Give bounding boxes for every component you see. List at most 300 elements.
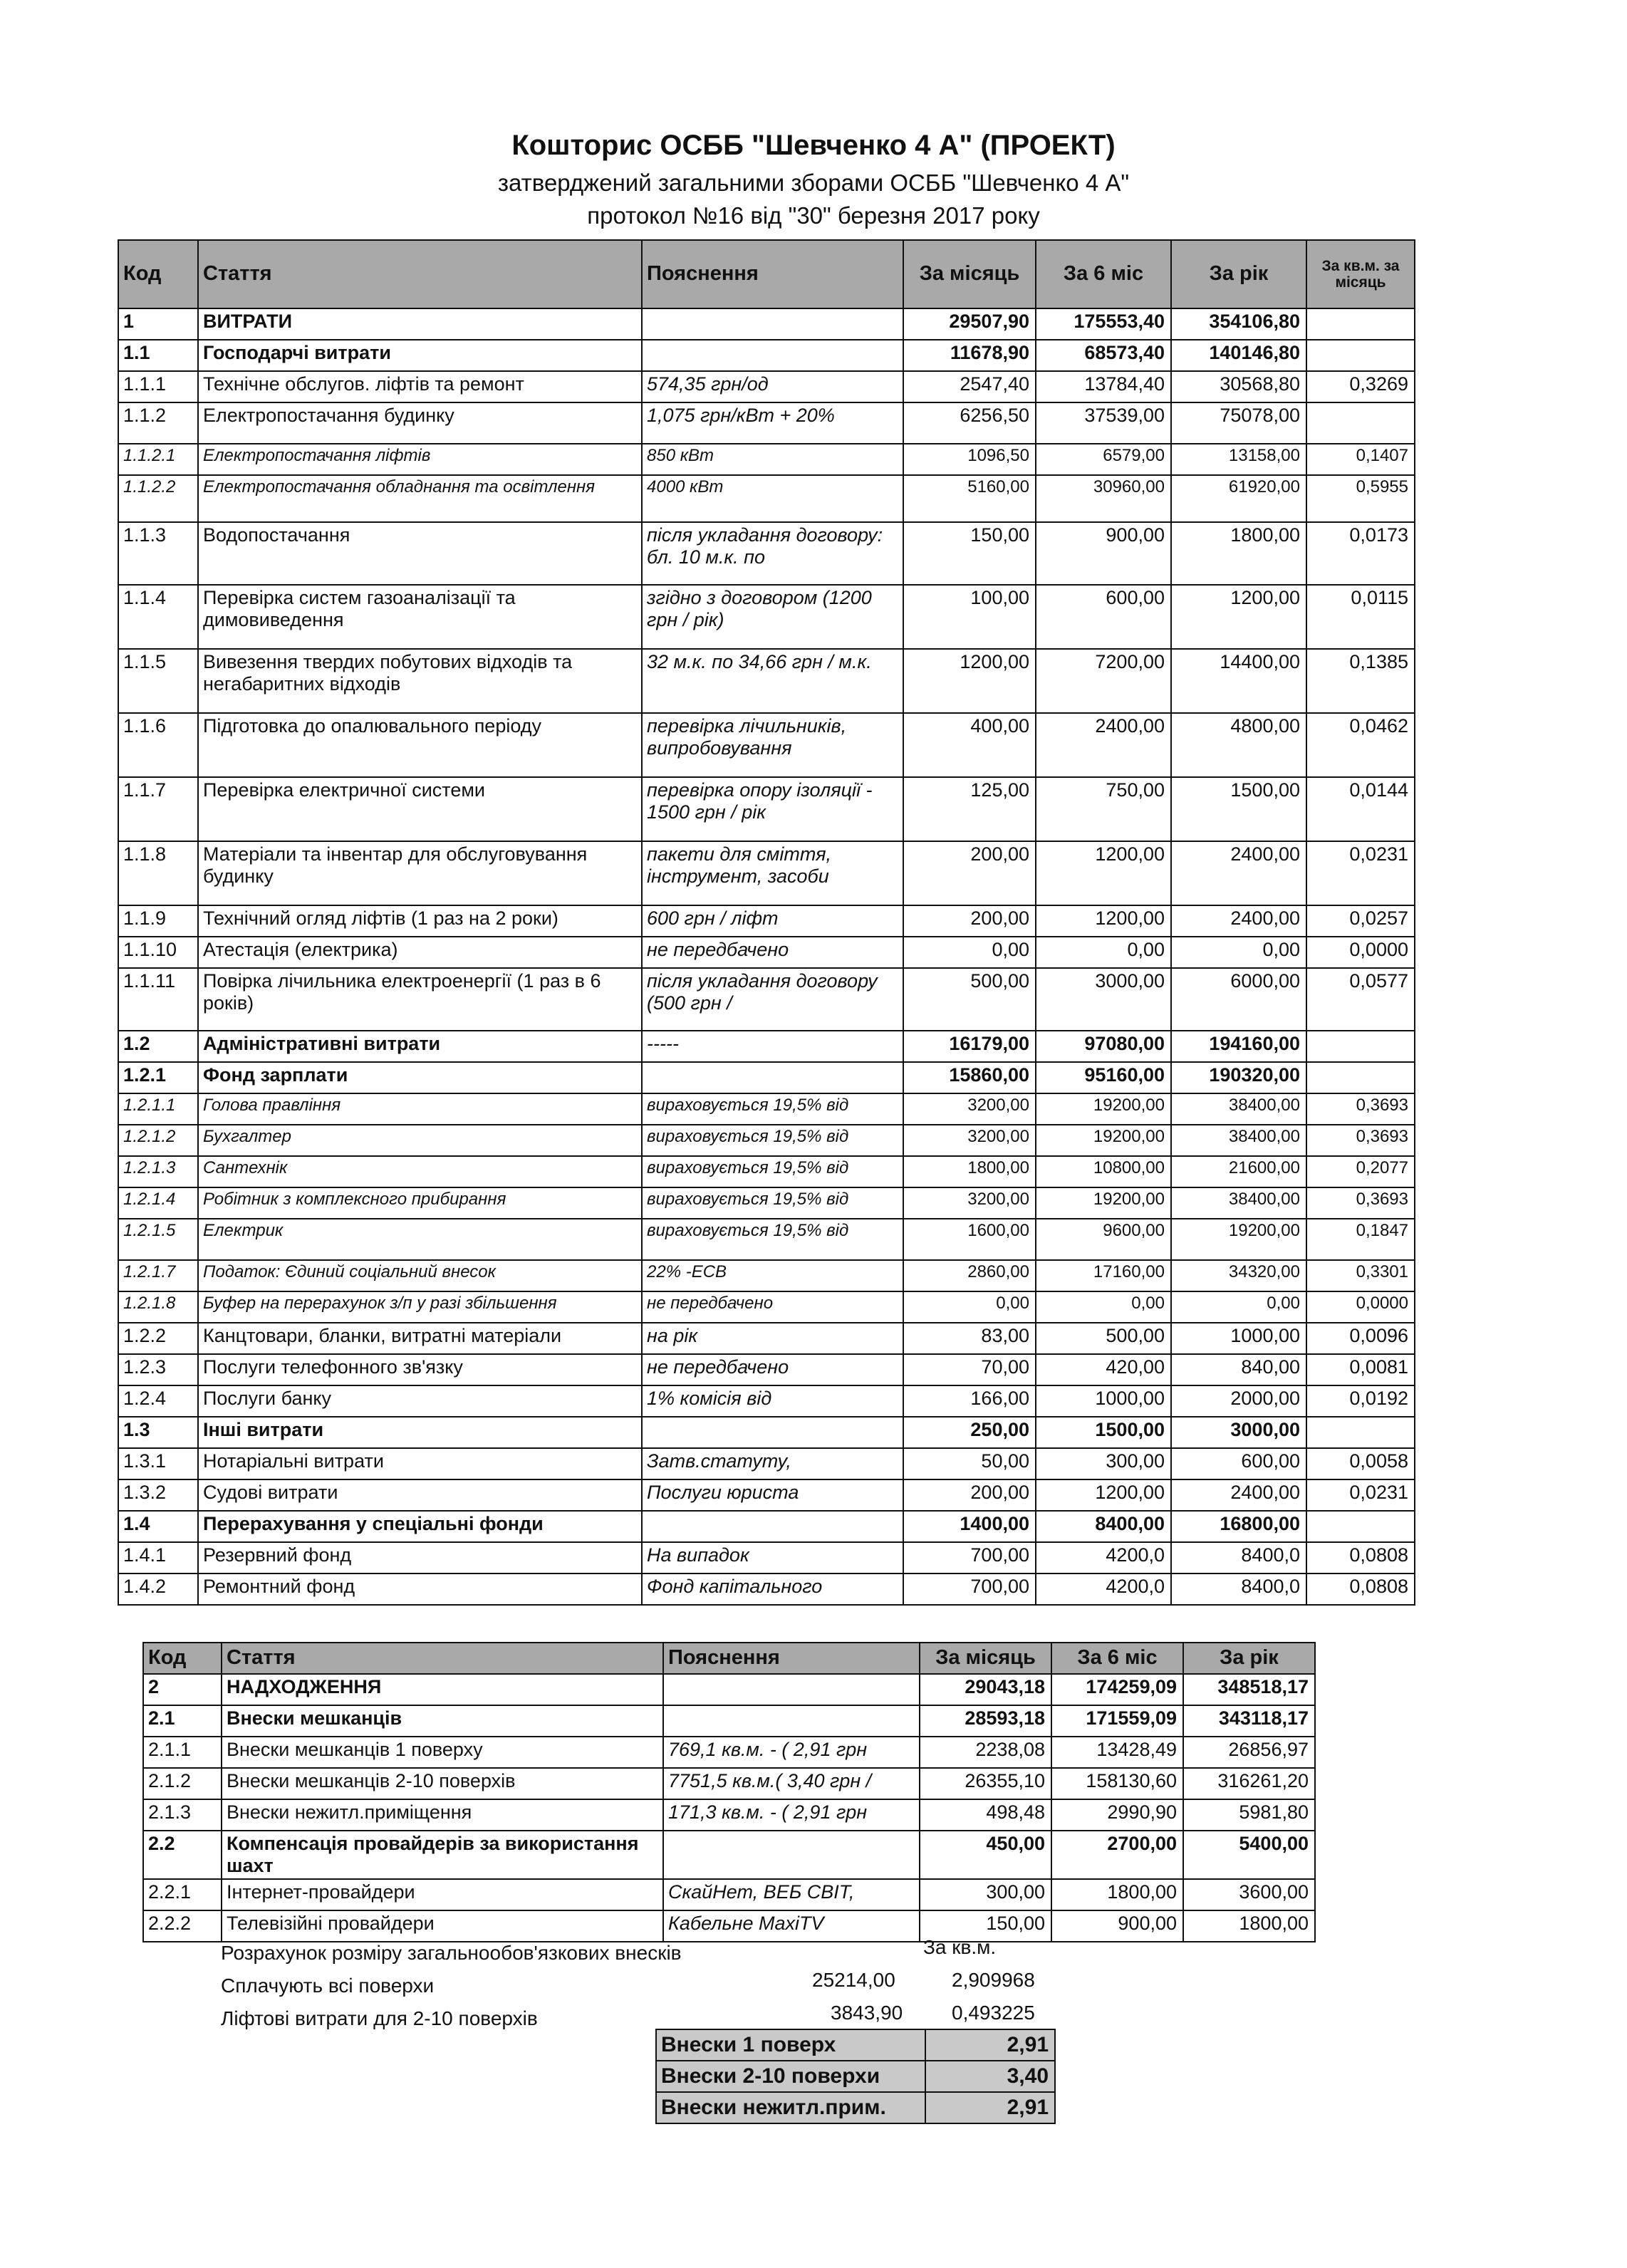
row-code: 1.2.2 bbox=[118, 1323, 198, 1354]
row-explanation: вираховується 19,5% від bbox=[642, 1156, 903, 1187]
row-year: 61920,00 bbox=[1171, 475, 1306, 522]
row-article: Голова правління bbox=[198, 1093, 642, 1125]
row-month: 1200,00 bbox=[903, 649, 1036, 713]
row-code: 2.2.1 bbox=[143, 1879, 222, 1910]
expenses-table bbox=[118, 239, 1415, 1606]
row-per-sqm: 0,3693 bbox=[1306, 1187, 1415, 1219]
expense-row bbox=[118, 649, 1415, 713]
row-month: 70,00 bbox=[903, 1354, 1036, 1385]
row-month: 700,00 bbox=[903, 1573, 1036, 1605]
row-year: 3000,00 bbox=[1171, 1417, 1306, 1448]
expense-row bbox=[118, 1448, 1415, 1479]
row-article: Компенсація провайдерів за використання шахт bbox=[222, 1831, 663, 1879]
row-per-sqm: 0,0808 bbox=[1306, 1542, 1415, 1573]
row-explanation: 850 кВт bbox=[642, 444, 903, 475]
row-year: 190320,00 bbox=[1171, 1062, 1306, 1093]
row-month: 1800,00 bbox=[903, 1156, 1036, 1187]
row-code: 2.1.2 bbox=[143, 1768, 222, 1799]
document-subtitle: затверджений загальними зборами ОСББ "Шевченко 4 А" bbox=[497, 170, 1130, 196]
row-code: 2.1.1 bbox=[143, 1737, 222, 1768]
row-explanation: вираховується 19,5% від bbox=[642, 1125, 903, 1156]
income-row bbox=[143, 1705, 1315, 1737]
row-code: 1.2.1.3 bbox=[118, 1156, 198, 1187]
row-six-months: 17160,00 bbox=[1036, 1260, 1171, 1291]
row-code: 1.2.1.7 bbox=[118, 1260, 198, 1291]
row-code: 1.1.10 bbox=[118, 937, 198, 968]
row-article: Послуги банку bbox=[198, 1385, 642, 1417]
expense-row bbox=[118, 1573, 1415, 1605]
row-year: 6000,00 bbox=[1171, 968, 1306, 1031]
row-explanation: 22% -ЕСВ bbox=[642, 1260, 903, 1291]
row-article: Водопостачання bbox=[198, 522, 642, 585]
row-explanation: не передбачено bbox=[642, 1354, 903, 1385]
row-six-months: 1200,00 bbox=[1036, 841, 1171, 905]
row-code: 1.1.7 bbox=[118, 777, 198, 841]
fee-label: Внески 2-10 поверхи bbox=[656, 2061, 925, 2092]
row-month: 700,00 bbox=[903, 1542, 1036, 1573]
row-per-sqm: 0,0173 bbox=[1306, 522, 1415, 585]
row-per-sqm: 0,0577 bbox=[1306, 968, 1415, 1031]
row-year: 4800,00 bbox=[1171, 713, 1306, 777]
row-code: 1.2.1.4 bbox=[118, 1187, 198, 1219]
row-explanation: 171,3 кв.м. - ( 2,91 грн bbox=[663, 1799, 920, 1831]
row-code: 1.2.1.5 bbox=[118, 1219, 198, 1260]
row-month: 0,00 bbox=[903, 937, 1036, 968]
expense-row bbox=[118, 713, 1415, 777]
row-article: Матеріали та інвентар для обслуговування будинку bbox=[198, 841, 642, 905]
expense-row bbox=[118, 1511, 1415, 1542]
row-month: 2860,00 bbox=[903, 1260, 1036, 1291]
expense-row bbox=[118, 585, 1415, 649]
row-month: 28593,18 bbox=[920, 1705, 1051, 1737]
row-per-sqm: 0,1407 bbox=[1306, 444, 1415, 475]
row-per-sqm: 0,0257 bbox=[1306, 905, 1415, 937]
row-article: Електропостачання ліфтів bbox=[198, 444, 642, 475]
row-year: 1000,00 bbox=[1171, 1323, 1306, 1354]
row-six-months: 19200,00 bbox=[1036, 1187, 1171, 1219]
row-article: Перерахування у спеціальні фонди bbox=[198, 1511, 642, 1542]
row-per-sqm: 0,3693 bbox=[1306, 1093, 1415, 1125]
header-article: Стаття bbox=[198, 240, 642, 308]
document-protocol: протокол №16 від "30" березня 2017 року bbox=[587, 202, 1040, 229]
row-explanation: 1,075 грн/кВт + 20% bbox=[642, 402, 903, 444]
row-code: 1.1.4 bbox=[118, 585, 198, 649]
row-code: 1.4.1 bbox=[118, 1542, 198, 1573]
income-row bbox=[143, 1674, 1315, 1705]
row-article: Підготовка до опалювального періоду bbox=[198, 713, 642, 777]
row-per-sqm: 0,1847 bbox=[1306, 1219, 1415, 1260]
row-year: 2400,00 bbox=[1171, 841, 1306, 905]
row-month: 0,00 bbox=[903, 1291, 1036, 1323]
row-article: Внески мешканців 1 поверху bbox=[222, 1737, 663, 1768]
row-code: 2 bbox=[143, 1674, 222, 1705]
row-year: 38400,00 bbox=[1171, 1125, 1306, 1156]
row-per-sqm: 0,0231 bbox=[1306, 1479, 1415, 1511]
expense-row bbox=[118, 777, 1415, 841]
row-month: 1400,00 bbox=[903, 1511, 1036, 1542]
row-month: 2547,40 bbox=[903, 371, 1036, 402]
row-month: 1600,00 bbox=[903, 1219, 1036, 1260]
row-code: 1.1.2.2 bbox=[118, 475, 198, 522]
expense-row bbox=[118, 841, 1415, 905]
calc-row2-label: Ліфтові витрати для 2-10 поверхів bbox=[221, 2007, 538, 2029]
row-month: 16179,00 bbox=[903, 1031, 1036, 1062]
expense-row bbox=[118, 1093, 1415, 1125]
fee-label: Внески 1 поверх bbox=[656, 2029, 925, 2061]
row-code: 1.1.9 bbox=[118, 905, 198, 937]
expense-row bbox=[118, 1260, 1415, 1291]
fee-value: 3,40 bbox=[925, 2061, 1055, 2092]
expense-row bbox=[118, 905, 1415, 937]
row-month: 11678,90 bbox=[903, 340, 1036, 371]
row-explanation: Послуги юриста bbox=[642, 1479, 903, 1511]
fee-label: Внески нежитл.прим. bbox=[656, 2092, 925, 2123]
row-six-months: 2400,00 bbox=[1036, 713, 1171, 777]
row-six-months: 0,00 bbox=[1036, 937, 1171, 968]
row-six-months: 500,00 bbox=[1036, 1323, 1171, 1354]
row-article: Перевірка електричної системи bbox=[198, 777, 642, 841]
row-explanation: ----- bbox=[642, 1031, 903, 1062]
expense-row bbox=[118, 968, 1415, 1031]
row-six-months: 4200,0 bbox=[1036, 1573, 1171, 1605]
row-article: Інтернет-провайдери bbox=[222, 1879, 663, 1910]
row-article: Технічний огляд ліфтів (1 раз на 2 роки) bbox=[198, 905, 642, 937]
row-year: 14400,00 bbox=[1171, 649, 1306, 713]
row-article: Телевізійні провайдери bbox=[222, 1910, 663, 1942]
row-month: 3200,00 bbox=[903, 1093, 1036, 1125]
row-six-months: 1200,00 bbox=[1036, 1479, 1171, 1511]
row-explanation: 7751,5 кв.м.( 3,40 грн / bbox=[663, 1768, 920, 1799]
income-row bbox=[143, 1831, 1315, 1879]
row-article: Вивезення твердих побутових відходів та негабаритних відходів bbox=[198, 649, 642, 713]
row-per-sqm: 0,3301 bbox=[1306, 1260, 1415, 1291]
row-six-months: 13784,40 bbox=[1036, 371, 1171, 402]
row-code: 1.4 bbox=[118, 1511, 198, 1542]
row-per-sqm: 0,0115 bbox=[1306, 585, 1415, 649]
row-per-sqm: 0,0808 bbox=[1306, 1573, 1415, 1605]
row-explanation: після укладання договору (500 грн / bbox=[642, 968, 903, 1031]
row-per-sqm: 0,0081 bbox=[1306, 1354, 1415, 1385]
row-six-months: 8400,00 bbox=[1036, 1511, 1171, 1542]
expenses-header-row bbox=[118, 240, 1415, 308]
row-year: 34320,00 bbox=[1171, 1260, 1306, 1291]
row-explanation: СкайНет, ВЕБ СВІТ, bbox=[663, 1879, 920, 1910]
row-code: 1.2.1.2 bbox=[118, 1125, 198, 1156]
row-year: 38400,00 bbox=[1171, 1187, 1306, 1219]
row-six-months: 97080,00 bbox=[1036, 1031, 1171, 1062]
row-six-months: 1000,00 bbox=[1036, 1385, 1171, 1417]
row-month: 150,00 bbox=[903, 522, 1036, 585]
expense-row bbox=[118, 340, 1415, 371]
income-row bbox=[143, 1910, 1315, 1942]
expense-row bbox=[118, 1354, 1415, 1385]
row-article: Робітник з комплексного прибирання bbox=[198, 1187, 642, 1219]
row-year: 8400,0 bbox=[1171, 1542, 1306, 1573]
row-code: 1.2.4 bbox=[118, 1385, 198, 1417]
row-month: 200,00 bbox=[903, 841, 1036, 905]
row-per-sqm: 0,0231 bbox=[1306, 841, 1415, 905]
row-explanation: не передбачено bbox=[642, 937, 903, 968]
row-code: 1.3.2 bbox=[118, 1479, 198, 1511]
row-code: 1.2.1 bbox=[118, 1062, 198, 1093]
header-year: За рік bbox=[1183, 1643, 1315, 1674]
row-year: 354106,80 bbox=[1171, 308, 1306, 340]
header-code: Код bbox=[143, 1643, 222, 1674]
row-month: 150,00 bbox=[920, 1910, 1051, 1942]
row-article: Податок: Єдиний соціальний внесок bbox=[198, 1260, 642, 1291]
row-explanation: На випадок bbox=[642, 1542, 903, 1573]
calc-per-sqm-label: За кв.м. bbox=[923, 1936, 997, 1958]
header-six-months: За 6 міс bbox=[1051, 1643, 1183, 1674]
row-year: 21600,00 bbox=[1171, 1156, 1306, 1187]
fees-table bbox=[655, 2029, 1056, 2124]
row-six-months: 3000,00 bbox=[1036, 968, 1171, 1031]
row-year: 316261,20 bbox=[1183, 1768, 1315, 1799]
row-month: 3200,00 bbox=[903, 1187, 1036, 1219]
row-code: 1.2.1.1 bbox=[118, 1093, 198, 1125]
row-six-months: 37539,00 bbox=[1036, 402, 1171, 444]
row-article: Внески нежитл.приміщення bbox=[222, 1799, 663, 1831]
row-month: 200,00 bbox=[903, 905, 1036, 937]
expense-row bbox=[118, 371, 1415, 402]
row-explanation: вираховується 19,5% від bbox=[642, 1093, 903, 1125]
row-six-months: 174259,09 bbox=[1051, 1674, 1183, 1705]
row-explanation bbox=[642, 1511, 903, 1542]
row-article: Фонд зарплати bbox=[198, 1062, 642, 1093]
row-per-sqm bbox=[1306, 402, 1415, 444]
row-per-sqm: 0,5955 bbox=[1306, 475, 1415, 522]
row-year: 75078,00 bbox=[1171, 402, 1306, 444]
row-per-sqm: 0,0096 bbox=[1306, 1323, 1415, 1354]
row-article: Бухгалтер bbox=[198, 1125, 642, 1156]
row-article: Електропостачання будинку bbox=[198, 402, 642, 444]
row-explanation: Затв.статуту, bbox=[642, 1448, 903, 1479]
row-explanation: згідно з договором (1200 грн / рік) bbox=[642, 585, 903, 649]
row-per-sqm bbox=[1306, 1511, 1415, 1542]
row-six-months: 95160,00 bbox=[1036, 1062, 1171, 1093]
row-code: 1.2 bbox=[118, 1031, 198, 1062]
row-code: 2.1 bbox=[143, 1705, 222, 1737]
row-explanation: 769,1 кв.м. - ( 2,91 грн bbox=[663, 1737, 920, 1768]
row-per-sqm bbox=[1306, 308, 1415, 340]
row-per-sqm: 0,0462 bbox=[1306, 713, 1415, 777]
expense-row bbox=[118, 522, 1415, 585]
row-month: 498,48 bbox=[920, 1799, 1051, 1831]
expense-row bbox=[118, 444, 1415, 475]
income-row bbox=[143, 1879, 1315, 1910]
row-year: 5400,00 bbox=[1183, 1831, 1315, 1879]
row-explanation: на рік bbox=[642, 1323, 903, 1354]
row-per-sqm: 0,0000 bbox=[1306, 1291, 1415, 1323]
row-month: 29507,90 bbox=[903, 308, 1036, 340]
row-per-sqm: 0,0058 bbox=[1306, 1448, 1415, 1479]
row-code: 1.2.1.8 bbox=[118, 1291, 198, 1323]
row-code: 2.2.2 bbox=[143, 1910, 222, 1942]
calc-row1-per-sqm: 2,909968 bbox=[952, 1969, 1035, 1991]
row-code: 1.1.1 bbox=[118, 371, 198, 402]
row-year: 8400,0 bbox=[1171, 1573, 1306, 1605]
row-explanation: перевірка опору ізоляції - 1500 грн / рік bbox=[642, 777, 903, 841]
row-year: 1200,00 bbox=[1171, 585, 1306, 649]
row-six-months: 4200,0 bbox=[1036, 1542, 1171, 1573]
expense-row bbox=[118, 1542, 1415, 1573]
row-code: 1.1.11 bbox=[118, 968, 198, 1031]
row-year: 3600,00 bbox=[1183, 1879, 1315, 1910]
row-month: 5160,00 bbox=[903, 475, 1036, 522]
row-article: Внески мешканців bbox=[222, 1705, 663, 1737]
row-per-sqm: 0,0000 bbox=[1306, 937, 1415, 968]
row-year: 38400,00 bbox=[1171, 1093, 1306, 1125]
row-article: Канцтовари, бланки, витратні матеріали bbox=[198, 1323, 642, 1354]
row-per-sqm bbox=[1306, 1031, 1415, 1062]
row-six-months: 300,00 bbox=[1036, 1448, 1171, 1479]
row-article: Інші витрати bbox=[198, 1417, 642, 1448]
row-year: 16800,00 bbox=[1171, 1511, 1306, 1542]
row-code: 1.1.2.1 bbox=[118, 444, 198, 475]
row-year: 2000,00 bbox=[1171, 1385, 1306, 1417]
fee-value: 2,91 bbox=[925, 2029, 1055, 2061]
expense-row bbox=[118, 1479, 1415, 1511]
row-explanation bbox=[642, 1062, 903, 1093]
row-month: 450,00 bbox=[920, 1831, 1051, 1879]
fee-row bbox=[656, 2061, 1055, 2092]
row-six-months: 2700,00 bbox=[1051, 1831, 1183, 1879]
row-year: 5981,80 bbox=[1183, 1799, 1315, 1831]
row-six-months: 19200,00 bbox=[1036, 1093, 1171, 1125]
row-year: 194160,00 bbox=[1171, 1031, 1306, 1062]
row-per-sqm: 0,0192 bbox=[1306, 1385, 1415, 1417]
row-explanation: вираховується 19,5% від bbox=[642, 1219, 903, 1260]
row-six-months: 68573,40 bbox=[1036, 340, 1171, 371]
row-explanation: не передбачено bbox=[642, 1291, 903, 1323]
row-year: 840,00 bbox=[1171, 1354, 1306, 1385]
row-month: 6256,50 bbox=[903, 402, 1036, 444]
row-article: Судові витрати bbox=[198, 1479, 642, 1511]
calc-row2-amount: 3843,90 bbox=[831, 2002, 903, 2024]
row-article: Господарчі витрати bbox=[198, 340, 642, 371]
row-month: 500,00 bbox=[903, 968, 1036, 1031]
row-explanation: після укладання договору: бл. 10 м.к. по bbox=[642, 522, 903, 585]
row-explanation: 574,35 грн/од bbox=[642, 371, 903, 402]
expense-row bbox=[118, 1187, 1415, 1219]
row-article: Технічне обслугов. ліфтів та ремонт bbox=[198, 371, 642, 402]
row-explanation: 600 грн / ліфт bbox=[642, 905, 903, 937]
row-article: Послуги телефонного зв'язку bbox=[198, 1354, 642, 1385]
row-six-months: 1500,00 bbox=[1036, 1417, 1171, 1448]
row-explanation: пакети для сміття, інструмент, засоби bbox=[642, 841, 903, 905]
income-header-row bbox=[143, 1643, 1315, 1674]
expense-row bbox=[118, 1062, 1415, 1093]
row-article: Перевірка систем газоаналізації та димовиведення bbox=[198, 585, 642, 649]
row-month: 29043,18 bbox=[920, 1674, 1051, 1705]
row-code: 1.1.8 bbox=[118, 841, 198, 905]
expense-row bbox=[118, 1031, 1415, 1062]
row-code: 1.1.6 bbox=[118, 713, 198, 777]
row-six-months: 900,00 bbox=[1051, 1910, 1183, 1942]
header-article: Стаття bbox=[222, 1643, 663, 1674]
expense-row bbox=[118, 1417, 1415, 1448]
income-table bbox=[142, 1642, 1316, 1942]
row-month: 125,00 bbox=[903, 777, 1036, 841]
row-article: Електрик bbox=[198, 1219, 642, 1260]
row-explanation: 32 м.к. по 34,66 грн / м.к. bbox=[642, 649, 903, 713]
row-six-months: 13428,49 bbox=[1051, 1737, 1183, 1768]
row-year: 600,00 bbox=[1171, 1448, 1306, 1479]
row-explanation: перевірка лічильників, випробовування bbox=[642, 713, 903, 777]
expense-row bbox=[118, 1125, 1415, 1156]
row-month: 250,00 bbox=[903, 1417, 1036, 1448]
row-article: Буфер на перерахунок з/п у разі збільшення bbox=[198, 1291, 642, 1323]
row-code: 1 bbox=[118, 308, 198, 340]
row-per-sqm bbox=[1306, 1062, 1415, 1093]
row-code: 1.1 bbox=[118, 340, 198, 371]
row-month: 26355,10 bbox=[920, 1768, 1051, 1799]
row-six-months: 6579,00 bbox=[1036, 444, 1171, 475]
header-month: За місяць bbox=[903, 240, 1036, 308]
row-month: 50,00 bbox=[903, 1448, 1036, 1479]
fee-value: 2,91 bbox=[925, 2092, 1055, 2123]
row-six-months: 10800,00 bbox=[1036, 1156, 1171, 1187]
row-year: 26856,97 bbox=[1183, 1737, 1315, 1768]
row-year: 140146,80 bbox=[1171, 340, 1306, 371]
row-six-months: 171559,09 bbox=[1051, 1705, 1183, 1737]
row-year: 2400,00 bbox=[1171, 1479, 1306, 1511]
row-article: Ремонтний фонд bbox=[198, 1573, 642, 1605]
income-row bbox=[143, 1799, 1315, 1831]
row-code: 1.1.5 bbox=[118, 649, 198, 713]
row-explanation: 4000 кВт bbox=[642, 475, 903, 522]
expense-row bbox=[118, 402, 1415, 444]
row-article: Електропостачання обладнання та освітлення bbox=[198, 475, 642, 522]
row-six-months: 1800,00 bbox=[1051, 1879, 1183, 1910]
row-six-months: 7200,00 bbox=[1036, 649, 1171, 713]
row-month: 2238,08 bbox=[920, 1737, 1051, 1768]
row-year: 13158,00 bbox=[1171, 444, 1306, 475]
header-explanation: Пояснення bbox=[663, 1643, 920, 1674]
row-explanation: Фонд капітального bbox=[642, 1573, 903, 1605]
row-article: Внески мешканців 2-10 поверхів bbox=[222, 1768, 663, 1799]
row-year: 19200,00 bbox=[1171, 1219, 1306, 1260]
row-explanation: вираховується 19,5% від bbox=[642, 1187, 903, 1219]
row-month: 83,00 bbox=[903, 1323, 1036, 1354]
header-year: За рік bbox=[1171, 240, 1306, 308]
fee-row bbox=[656, 2092, 1055, 2123]
row-code: 1.3.1 bbox=[118, 1448, 198, 1479]
expense-row bbox=[118, 1323, 1415, 1354]
row-per-sqm bbox=[1306, 1417, 1415, 1448]
row-year: 2400,00 bbox=[1171, 905, 1306, 937]
row-six-months: 600,00 bbox=[1036, 585, 1171, 649]
row-month: 3200,00 bbox=[903, 1125, 1036, 1156]
header-explanation: Пояснення bbox=[642, 240, 903, 308]
expense-row bbox=[118, 475, 1415, 522]
row-month: 300,00 bbox=[920, 1879, 1051, 1910]
row-six-months: 0,00 bbox=[1036, 1291, 1171, 1323]
expense-row bbox=[118, 937, 1415, 968]
row-month: 100,00 bbox=[903, 585, 1036, 649]
row-six-months: 420,00 bbox=[1036, 1354, 1171, 1385]
expense-row bbox=[118, 308, 1415, 340]
row-article: НАДХОДЖЕННЯ bbox=[222, 1674, 663, 1705]
row-six-months: 158130,60 bbox=[1051, 1768, 1183, 1799]
calc-row2-per-sqm: 0,493225 bbox=[952, 2002, 1035, 2024]
header-six-months: За 6 міс bbox=[1036, 240, 1171, 308]
income-row bbox=[143, 1768, 1315, 1799]
row-per-sqm: 0,2077 bbox=[1306, 1156, 1415, 1187]
row-six-months: 900,00 bbox=[1036, 522, 1171, 585]
row-month: 1096,50 bbox=[903, 444, 1036, 475]
row-code: 1.3 bbox=[118, 1417, 198, 1448]
